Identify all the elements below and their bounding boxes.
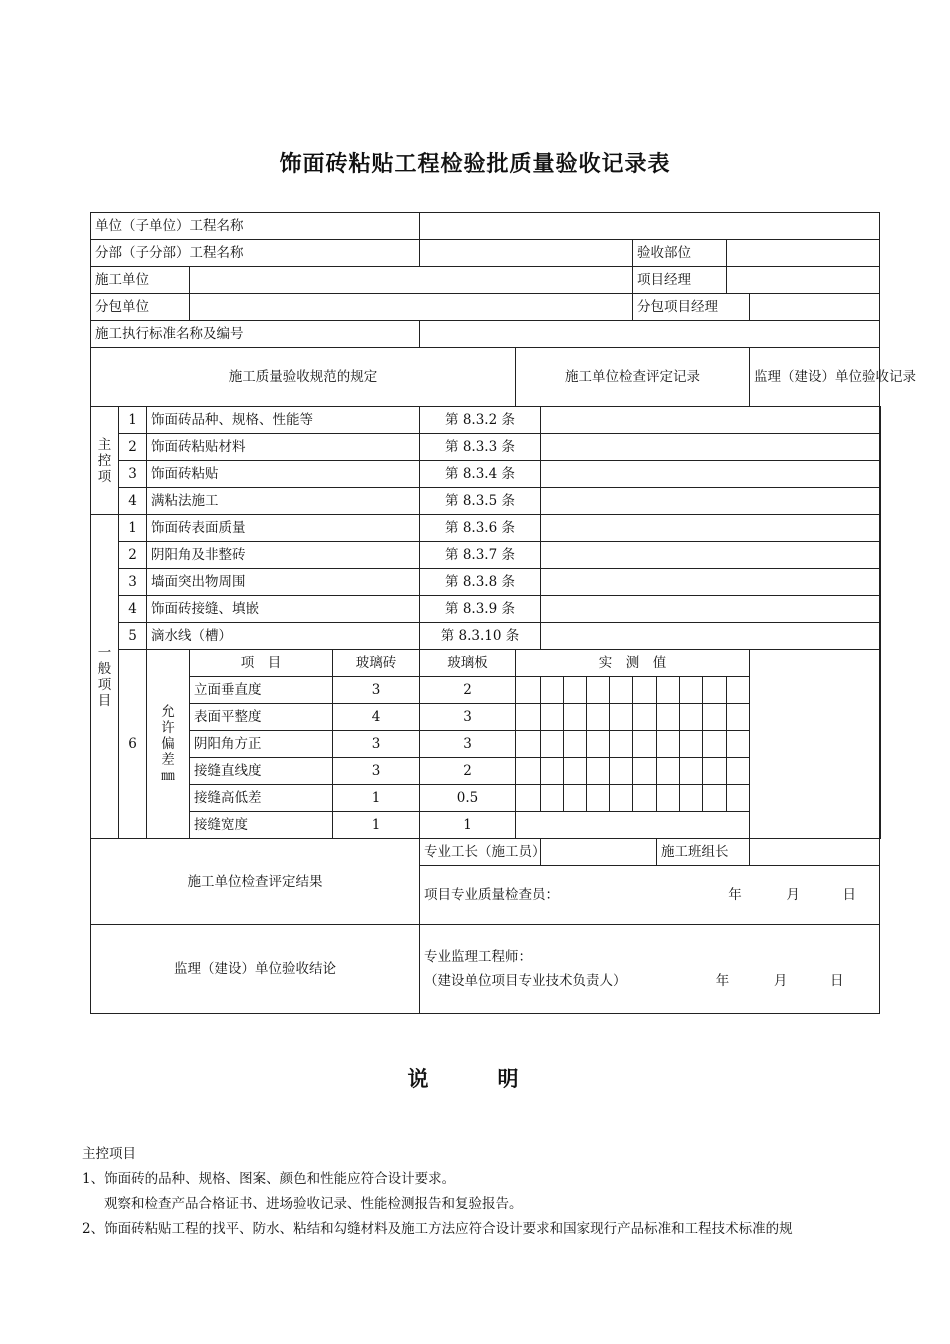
tolerance-row-name: 接缝高低差	[190, 785, 333, 812]
month-label: 月	[773, 973, 788, 989]
tolerance-row-name: 立面垂直度	[190, 677, 333, 704]
accept-part-label: 验收部位	[633, 240, 727, 267]
month-label: 月	[786, 887, 800, 903]
measured-cell[interactable]	[516, 785, 541, 812]
tolerance-row-name: 阴阳角方正	[190, 731, 333, 758]
item-check-field[interactable]	[541, 461, 880, 488]
measured-cell[interactable]	[541, 785, 564, 812]
item-check-field[interactable]	[541, 596, 880, 623]
owner-label: （建设单位项目专业技术负责人）	[424, 973, 627, 989]
tolerance-head-panel: 玻璃板	[420, 650, 516, 677]
item-no: 3	[119, 569, 147, 596]
team-leader-field[interactable]	[750, 839, 880, 866]
item-check-field[interactable]	[541, 488, 880, 515]
measured-cell[interactable]	[680, 731, 703, 758]
year-label: 年	[728, 887, 742, 903]
construct-unit-field[interactable]	[190, 267, 633, 294]
check-record-heading: 施工单位检查评定记录	[516, 348, 750, 407]
note-line: 2、饰面砖粘贴工程的找平、防水、粘结和勾缝材料及施工方法应符合设计要求和国家现行产品标准和工程技术标准的规	[82, 1221, 793, 1237]
item-clause: 第 8.3.10 条	[420, 623, 541, 650]
tolerance-row-panel: 0.5	[420, 785, 516, 812]
tolerance-row-panel: 2	[420, 758, 516, 785]
measured-cell[interactable]	[587, 704, 610, 731]
sub-name-label: 分部（子分部）工程名称	[91, 240, 420, 267]
measured-cell[interactable]	[541, 758, 564, 785]
note-line: 主控项目	[82, 1146, 136, 1162]
tolerance-row-name: 表面平整度	[190, 704, 333, 731]
result-label: 施工单位检查评定结果	[91, 839, 420, 925]
tolerance-row-tile: 1	[333, 812, 420, 839]
measured-cell[interactable]	[703, 731, 727, 758]
sub-pm-field[interactable]	[750, 294, 880, 321]
day-label: 日	[842, 887, 856, 903]
tolerance-row-panel: 3	[420, 704, 516, 731]
tolerance-row-tile: 3	[333, 677, 420, 704]
item-no: 3	[119, 461, 147, 488]
measured-cell[interactable]	[633, 785, 657, 812]
item-no: 4	[119, 596, 147, 623]
measured-cell[interactable]	[633, 731, 657, 758]
subcontract-unit-field[interactable]	[190, 294, 633, 321]
measured-cell[interactable]	[516, 758, 541, 785]
note-line: 1、饰面砖的品种、规格、图案、颜色和性能应符合设计要求。	[82, 1171, 456, 1187]
inspector-label: 项目专业质量检查员：	[424, 887, 559, 903]
measured-cell[interactable]	[703, 785, 727, 812]
item-check-field[interactable]	[541, 542, 880, 569]
item-clause: 第 8.3.8 条	[420, 569, 541, 596]
standard-label: 施工执行标准名称及编号	[91, 321, 420, 348]
tolerance-label: 允 许 偏 差 ㎜	[147, 650, 190, 839]
measured-cell[interactable]	[680, 758, 703, 785]
item-name: 饰面砖粘贴材料	[147, 434, 420, 461]
tolerance-head-tile: 玻璃砖	[333, 650, 420, 677]
item-clause: 第 8.3.7 条	[420, 542, 541, 569]
tolerance-row-name: 接缝宽度	[190, 812, 333, 839]
measured-cell[interactable]	[680, 704, 703, 731]
tolerance-head-item: 项 目	[190, 650, 333, 677]
acceptance-record-table	[90, 212, 916, 1014]
conclusion-date	[716, 973, 844, 989]
measured-cell[interactable]	[727, 677, 750, 704]
result-date	[728, 887, 856, 903]
measured-cell[interactable]	[587, 731, 610, 758]
measured-cell[interactable]	[564, 704, 587, 731]
measured-cell[interactable]	[727, 758, 750, 785]
measured-cell[interactable]	[657, 677, 680, 704]
measured-cell[interactable]	[610, 731, 633, 758]
item-name: 饰面砖表面质量	[147, 515, 420, 542]
measured-cell[interactable]	[633, 704, 657, 731]
measured-cell[interactable]	[680, 677, 703, 704]
item-clause: 第 8.3.4 条	[420, 461, 541, 488]
item-clause: 第 8.3.5 条	[420, 488, 541, 515]
accept-part-field[interactable]	[727, 240, 880, 267]
notes-body	[82, 1142, 882, 1242]
measured-cell[interactable]	[633, 758, 657, 785]
measured-cell[interactable]	[727, 704, 750, 731]
foreman-label: 专业工长（施工员）	[420, 839, 541, 866]
measured-cell[interactable]	[587, 758, 610, 785]
measured-cell[interactable]	[516, 731, 541, 758]
standard-field[interactable]	[420, 321, 880, 348]
item-no: 2	[119, 542, 147, 569]
main-supervisor-field[interactable]	[880, 407, 881, 515]
measured-cell[interactable]	[610, 677, 633, 704]
item-no: 1	[119, 407, 147, 434]
supervisor-heading: 监理（建设）单位验收记录	[750, 348, 880, 407]
pm-label: 项目经理	[633, 267, 727, 294]
subcontract-unit-label: 分包单位	[91, 294, 190, 321]
item-check-field[interactable]	[541, 434, 880, 461]
measured-cell[interactable]	[703, 758, 727, 785]
measured-cell[interactable]	[610, 704, 633, 731]
unit-name-field[interactable]	[420, 213, 880, 240]
measured-cell[interactable]	[727, 731, 750, 758]
tolerance-row-name: 接缝直线度	[190, 758, 333, 785]
item-name: 饰面砖品种、规格、性能等	[147, 407, 420, 434]
item-clause: 第 8.3.2 条	[420, 407, 541, 434]
unit-name-label: 单位（子单位）工程名称	[91, 213, 420, 240]
item-check-field[interactable]	[541, 569, 880, 596]
tolerance-row-panel: 2	[420, 677, 516, 704]
tolerance-no: 6	[119, 650, 147, 839]
item-check-field[interactable]	[541, 407, 880, 434]
measured-cell[interactable]	[587, 677, 610, 704]
item-name: 饰面砖粘贴	[147, 461, 420, 488]
measured-cell[interactable]	[657, 785, 680, 812]
item-no: 2	[119, 434, 147, 461]
general-supervisor-field[interactable]	[880, 515, 881, 839]
measured-cell[interactable]	[541, 677, 564, 704]
item-name: 墙面突出物周围	[147, 569, 420, 596]
note-line: 观察和检查产品合格证书、进场验收记录、性能检测报告和复验报告。	[104, 1196, 523, 1212]
conclusion-sign-block[interactable]	[420, 925, 880, 1014]
tolerance-head-measured: 实 测 值	[516, 650, 750, 677]
tolerance-row-tile: 4	[333, 704, 420, 731]
construct-unit-label: 施工单位	[91, 267, 190, 294]
item-clause: 第 8.3.6 条	[420, 515, 541, 542]
inspector-sign-block[interactable]	[420, 866, 880, 925]
measured-cell[interactable]	[703, 677, 727, 704]
main-group-label: 主 控 项	[91, 407, 119, 515]
general-group-label: 一 般 项 目	[91, 515, 119, 839]
item-no: 4	[119, 488, 147, 515]
measured-cell[interactable]	[564, 731, 587, 758]
item-no: 5	[119, 623, 147, 650]
measured-cell[interactable]	[610, 758, 633, 785]
measured-cell[interactable]	[633, 677, 657, 704]
tolerance-row-panel: 1	[420, 812, 516, 839]
measured-cell[interactable]	[657, 731, 680, 758]
item-clause: 第 8.3.3 条	[420, 434, 541, 461]
measured-cell[interactable]	[516, 704, 541, 731]
measured-cell[interactable]	[610, 785, 633, 812]
sub-pm-label: 分包项目经理	[633, 294, 750, 321]
measured-cell[interactable]	[564, 677, 587, 704]
team-leader-label: 施工班组长	[657, 839, 750, 866]
measured-cell[interactable]	[541, 731, 564, 758]
item-name: 饰面砖接缝、填嵌	[147, 596, 420, 623]
measured-cell[interactable]	[703, 704, 727, 731]
measured-cell[interactable]	[564, 785, 587, 812]
item-no: 1	[119, 515, 147, 542]
item-check-field[interactable]	[541, 515, 880, 542]
measured-cell[interactable]	[680, 785, 703, 812]
year-label: 年	[715, 973, 730, 989]
tolerance-row-tile: 1	[333, 785, 420, 812]
measured-cell-final[interactable]	[516, 812, 750, 839]
conclusion-label: 监理（建设）单位验收结论	[91, 925, 420, 1014]
spec-heading: 施工质量验收规范的规定	[91, 348, 516, 407]
pm-field[interactable]	[727, 267, 880, 294]
tolerance-row-tile: 3	[333, 758, 420, 785]
measured-cell[interactable]	[657, 704, 680, 731]
sub-name-field[interactable]	[420, 240, 633, 267]
tolerance-row-panel: 3	[420, 731, 516, 758]
measured-cell[interactable]	[727, 785, 750, 812]
engineer-label: 专业监理工程师：	[424, 949, 532, 965]
item-name: 阴阳角及非整砖	[147, 542, 420, 569]
item-clause: 第 8.3.9 条	[420, 596, 541, 623]
measured-cell[interactable]	[657, 758, 680, 785]
day-label: 日	[829, 973, 844, 989]
notes-heading: 说 明	[407, 1067, 543, 1091]
item-name: 满粘法施工	[147, 488, 420, 515]
foreman-field[interactable]	[541, 839, 657, 866]
measured-cell[interactable]	[516, 677, 541, 704]
page-title: 饰面砖粘贴工程检验批质量验收记录表	[279, 152, 671, 177]
measured-cell[interactable]	[587, 785, 610, 812]
measured-cell[interactable]	[541, 704, 564, 731]
item-check-field[interactable]	[541, 623, 880, 650]
item-name: 滴水线（槽）	[147, 623, 420, 650]
measured-cell[interactable]	[564, 758, 587, 785]
tolerance-row-tile: 3	[333, 731, 420, 758]
